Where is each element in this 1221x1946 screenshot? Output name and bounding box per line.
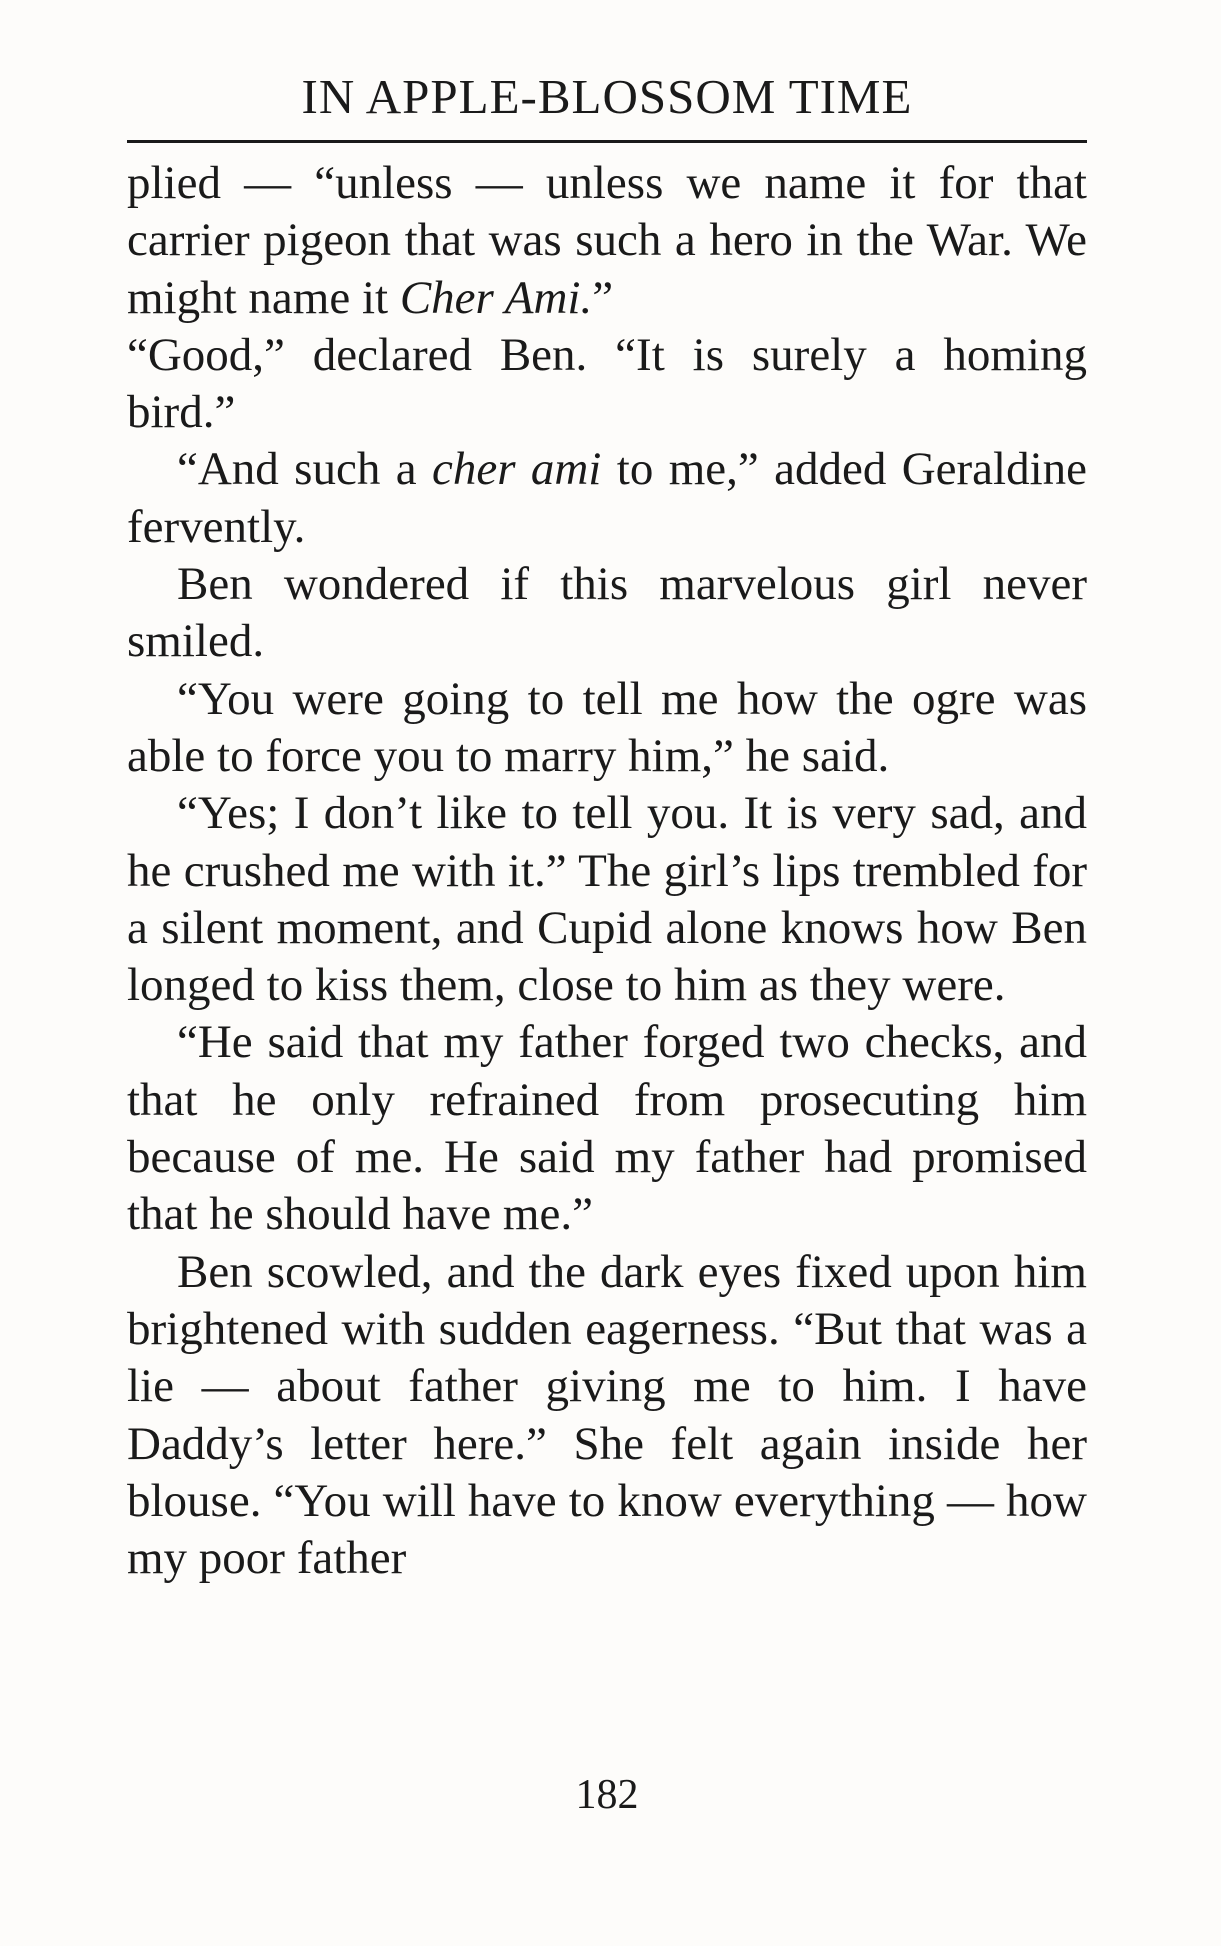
- page-number: 182: [575, 1772, 639, 1818]
- body-text: [127, 155, 1087, 1587]
- running-title: IN APPLE-BLOSSOM TIME: [301, 69, 913, 124]
- paragraph: [127, 785, 1087, 1014]
- text-segment: Ben scowled, and the dark eyes fixed upon him brightened with sudden eagerness. “But that was a lie — about father giving me to him. I have Daddy’s letter here.” She felt again inside her blouse. “You will have to know everything — how my poor father: [127, 1245, 1087, 1585]
- text-segment: to me,” added Geraldine fervently.: [127, 443, 1087, 553]
- paragraph: [127, 441, 1087, 556]
- text-segment: “You were going to tell me how the ogre was able to force you to marry him,” he said.: [127, 672, 1087, 782]
- text-segment: ”: [592, 271, 614, 324]
- italic-text: Cher Ami.: [399, 271, 593, 324]
- paragraph: [127, 1014, 1087, 1243]
- italic-text: cher ami: [431, 443, 602, 496]
- book-page: [127, 60, 1087, 1818]
- paragraph: [127, 556, 1087, 671]
- paragraph: [127, 155, 1087, 327]
- paragraph: [127, 327, 1087, 442]
- header-rule: [127, 140, 1087, 143]
- text-segment: “And such a: [177, 443, 432, 496]
- text-segment: “He said that my father forged two checks, and that he only refrained from prosecuting him because of me. He said my father had promised that he should have me.”: [127, 1016, 1087, 1241]
- text-segment: “Good,” declared Ben. “It is surely a homing bird.”: [127, 328, 1087, 439]
- text-segment: Ben wondered if this marvelous girl never smiled.: [127, 558, 1087, 668]
- text-segment: “Yes; I don’t like to tell you. It is very sad, and he crushed me with it.” The girl’s lips trembled for a silent moment, and Cupid alone knows how Ben longed to kiss them, close to him as they were.: [127, 787, 1087, 1012]
- text-segment: plied — “unless — unless we name it for that carrier pigeon that was such a hero in the War. We might name it: [127, 157, 1087, 324]
- paragraph: [127, 671, 1087, 786]
- paragraph: [127, 1244, 1087, 1588]
